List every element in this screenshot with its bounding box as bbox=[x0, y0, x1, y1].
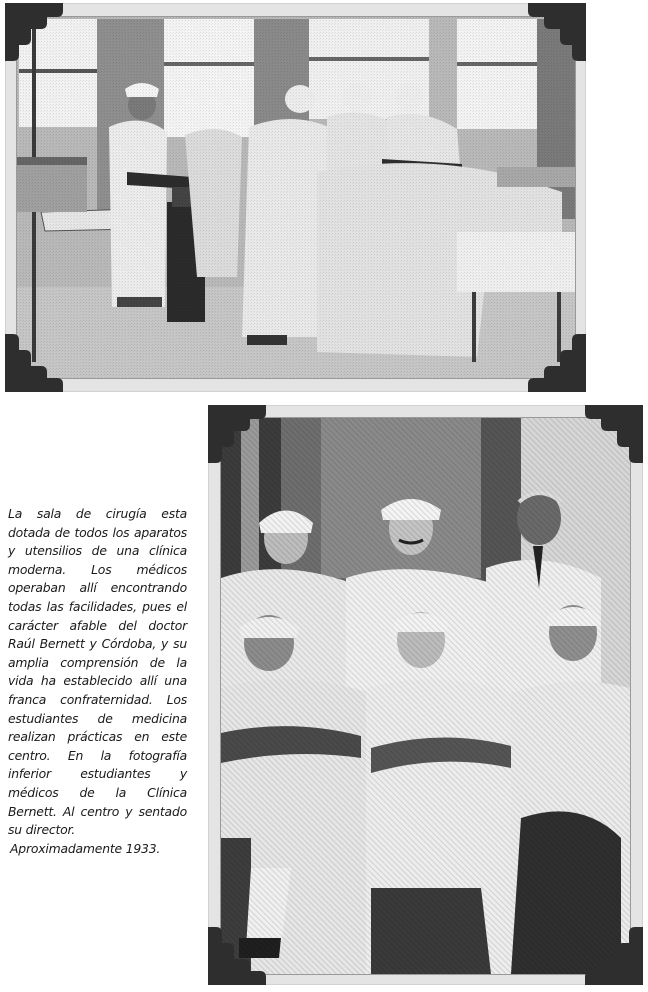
photo-corner-mount-bottom-right bbox=[585, 927, 643, 985]
photo-corner-mount-bottom-left bbox=[5, 334, 63, 392]
operating-room-photo bbox=[16, 16, 576, 379]
photo-caption bbox=[8, 505, 187, 858]
caption-body: La sala de cirugía esta dotada de todos los aparatos y utensilios de una clínica moderna. Los médicos operaban allí encontrando todas las facilidades, pues el carácter afable del doctor Raúl Bernett y Córdoba, y su amplia comprensión de la vida ha establecido allí una franca confraternidad. Los estudiantes de medicina realizan prácticas en este centro. En la fotografía inferior estudiantes y médicos de la Clínica Bernett. Al centro y sentado su director. bbox=[8, 506, 187, 838]
photo-corner-mount-bottom-right bbox=[528, 334, 586, 392]
photo-corner-mount-top-right bbox=[528, 3, 586, 61]
caption-date: Aproximadamente 1933. bbox=[10, 840, 161, 856]
group-portrait-photo bbox=[220, 417, 631, 975]
photo-corner-mount-top-left bbox=[5, 3, 63, 61]
photo-corner-mount-top-left bbox=[208, 405, 266, 463]
group-portrait-illustration bbox=[221, 418, 630, 974]
operating-room-illustration bbox=[17, 17, 575, 378]
photo-frame-bottom bbox=[208, 405, 643, 985]
photo-corner-mount-bottom-left bbox=[208, 927, 266, 985]
photo-corner-mount-top-right bbox=[585, 405, 643, 463]
photo-frame-top bbox=[5, 3, 586, 392]
